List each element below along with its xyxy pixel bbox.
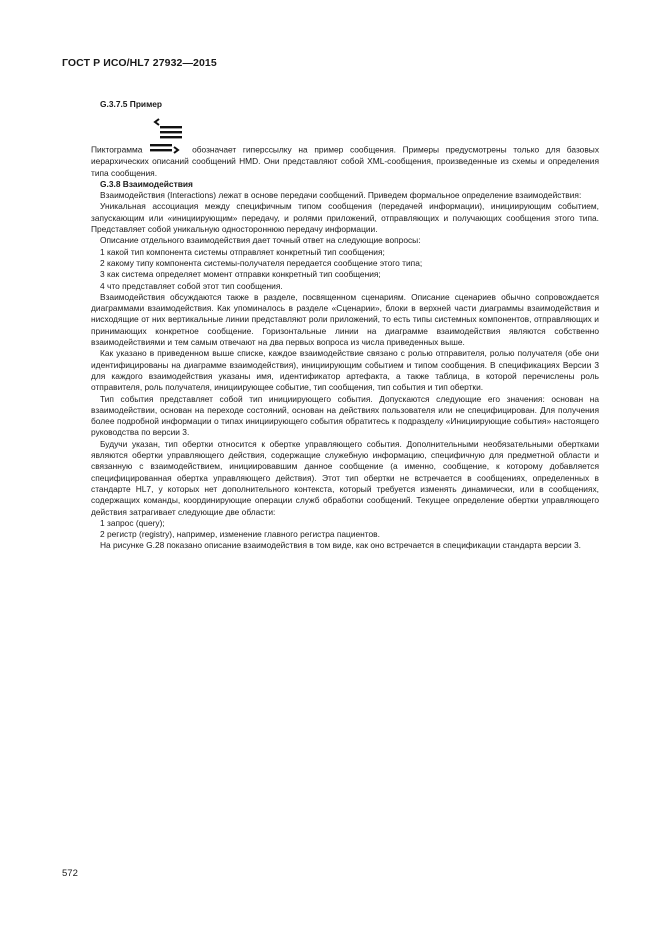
list-item: 1 какой тип компонента системы отправляет конкретный тип сообщения;	[100, 246, 385, 257]
list-item: 4 что представляет собой этот тип сообщения.	[100, 280, 283, 291]
paragraph: Взаимодействия (Interactions) лежат в основе передачи сообщений. Приведем формальное определение взаимодействия:	[100, 190, 582, 201]
pictogram-description: обозначает гиперссылку на пример сообщения. Примеры предусмотрены только для базовых иерархических описаний сообщений HMD. Они представляют собой XML-сообщения, произведенные из схемы и определения типа сообщения.	[91, 145, 600, 178]
paragraph: Тип события представляет собой тип инициирующего события. Допускаются следующие его значения: основан на взаимодействии, основан на переходе состояний, основан на действиях пользователя или не специфицирован. Для получения более подробной информации о типах инициирующего события обратитесь к подразделу «Инициирующие события» настоящего руководства по версии 3.	[91, 393, 599, 438]
list-item: 2 регистр (registry), например, изменение главного регистра пациентов.	[100, 529, 380, 540]
list-item: 1 запрос (query);	[100, 517, 165, 528]
paragraph: Уникальная ассоциация между специфичным типом сообщения (передачей информации), инициирующим событием, запускающим или «инициирующим» передачу, и ролями приложений, отправляющих и получающих сообщения этого типа. Представляет собой уникальную одностороннюю передачу информации.	[91, 201, 599, 235]
paragraph: Взаимодействия обсуждаются также в разделе, посвященном сценариям. Описание сценариев обычно сопровождается диаграммами взаимодействия. Как упоминалось в разделе «Сценарии», блоки в верхней части диаграммы взаимодействия и нисходящие от них вертикальные линии представляют роли приложений, то есть типы системных компонентов, отправляющих и принимающих конкретное сообщение. Горизонтальные линии на диаграмме взаимодействия являются собственно взаимодействиями и тем самым отвечают на два первых вопроса из числа приведенных выше.	[91, 291, 599, 348]
section-heading-g375: G.3.7.5 Пример	[100, 99, 163, 109]
document-header: ГОСТ Р ИСО/HL7 27932—2015	[62, 57, 217, 69]
page-number: 572	[62, 868, 78, 879]
paragraph: На рисунке G.28 показано описание взаимодействия в том виде, как оно встречается в спецификации стандарта версии 3.	[100, 540, 581, 551]
section-heading-g38: G.3.8 Взаимодействия	[100, 178, 193, 189]
pictogram-prefix: Пиктограмма	[91, 145, 143, 155]
pictogram-paragraph	[91, 116, 599, 179]
hyperlink-arrows-icon[interactable]	[149, 117, 189, 157]
list-item: 2 какому типу компонента системы-получателя передается сообщение этого типа;	[100, 257, 423, 268]
paragraph: Как указано в приведенном выше списке, каждое взаимодействие связано с ролью отправителя, ролью получателя (обе они идентифицированы на диаграмме взаимодействия), инициирующим событием и типом сообщения. В спецификациях Версии 3 для каждого взаимодействия указаны имя, идентификатор артефакта, а также таблица, в которой перечислены роль отправителя, роль получателя, инициирующее событие, тип сообщения, тип события и тип обертки.	[91, 348, 599, 393]
paragraph: Будучи указан, тип обертки относится к обертке управляющего события. Дополнительными необязательными обертками являются обертки управляющего действия, содержащие служебную информацию, специфичную для предметной области и связанную с взаимодействием, инициировавшим данное сообщение (а именно, сообщение, к которому добавляется специфицированная обертка управляющего действия). Этот тип обертки не встречается в сообщениях, определенных в стандарте HL7, у которых нет дополнительного контекста, который требуется изменять динамически, или в сообщениях, содержащих команды, координирующие операции служб обработки сообщений. Текущее определение обертки управляющего действия затрагивает следующие две области:	[91, 438, 599, 517]
page-content	[91, 99, 599, 552]
list-item: 3 как система определяет момент отправки конкретный тип сообщения;	[100, 269, 381, 280]
paragraph: Описание отдельного взаимодействия дает точный ответ на следующие вопросы:	[100, 235, 421, 246]
